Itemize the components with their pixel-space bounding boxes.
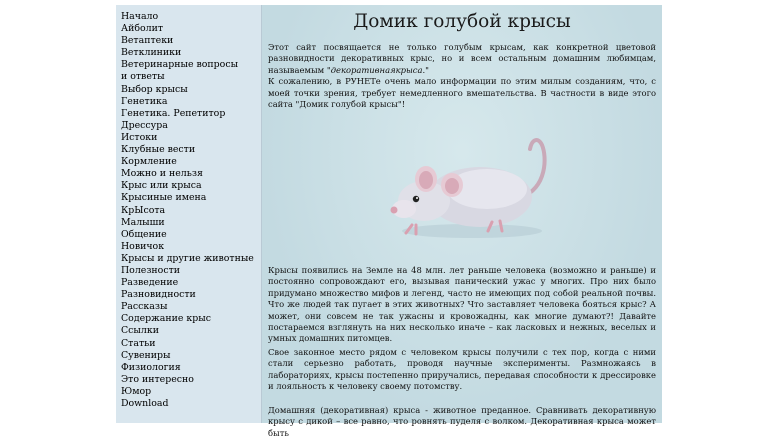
sidebar-item[interactable]: Ветеринарные вопросы [121, 59, 239, 71]
sidebar-item[interactable]: Кормление [121, 156, 177, 168]
intro-paragraph [268, 42, 656, 110]
sidebar-item[interactable]: Новичок [121, 240, 165, 252]
sidebar-item[interactable]: Общение [121, 228, 167, 240]
sidebar-item[interactable]: Физиология [121, 361, 181, 373]
sidebar-item[interactable]: Ветклиники [121, 47, 182, 59]
sidebar [116, 5, 262, 423]
paragraph-domestication: Свое законное место рядом с человеком крысы получили с тех пор, когда с ними стали серьезно работать, проводя научные эксперименты. Размножаясь в лабораториях, крысы постепенно приручались, передавая способности к дрессировке и лояльность к человеку своему потомству. [268, 347, 656, 392]
sidebar-item[interactable]: Разведение [121, 277, 179, 289]
rat-illustration [372, 127, 572, 242]
sidebar-item[interactable]: Разновидности [121, 289, 196, 301]
sidebar-item[interactable]: Юмор [121, 385, 152, 397]
sidebar-nav [116, 5, 261, 410]
sidebar-item[interactable]: Крысы и другие животные [121, 252, 254, 264]
sidebar-item[interactable]: и ответы [121, 71, 165, 83]
sidebar-item[interactable]: Содержание крыс [121, 313, 211, 325]
intro-text-2: К сожалению, в РУНЕТе очень мало информации по этим милым созданиям, что, с моей точки зрения, требует немедленного вмешательства. В частности в виде этого сайта "Домик голубой крысы"! [268, 76, 656, 110]
main-content [262, 5, 662, 438]
sidebar-item[interactable]: Айболит [121, 23, 164, 35]
sidebar-item[interactable]: Ветаптеки [121, 35, 174, 47]
page-layout [116, 5, 662, 438]
sidebar-item[interactable]: Крысиные имена [121, 192, 207, 204]
sidebar-item[interactable]: Крыс или крыса [121, 180, 202, 192]
page-title: Домик голубой крысы [353, 11, 571, 32]
sidebar-item[interactable]: Дрессура [121, 119, 168, 131]
sidebar-item[interactable]: Малыши [121, 216, 165, 228]
sidebar-item[interactable]: Выбор крысы [121, 83, 188, 95]
sidebar-item[interactable]: Сувениры [121, 349, 171, 361]
sidebar-item[interactable]: Рассказы [121, 301, 168, 313]
sidebar-item[interactable]: Клубные вести [121, 144, 196, 156]
intro-italic: декоративнаякрыса [330, 64, 423, 75]
sidebar-item[interactable]: Полезности [121, 264, 181, 276]
sidebar-item[interactable]: Статьи [121, 337, 156, 349]
sidebar-item[interactable]: Истоки [121, 131, 158, 143]
sidebar-item[interactable]: Генетика. Репетитор [121, 107, 226, 119]
sidebar-item[interactable]: Download [121, 398, 169, 409]
paragraph-history: Крысы появились на Земле на 48 млн. лет раньше человека (возможно и раньше) и постоянно сопровождают его, вызывая панический ужас у многих. Про них было придумано множество мифов и легенд, часто не имеющих под собой реальной почвы. Что же людей так пугает в этих животных? Что заставляет человека бояться крыс? А может, они совсем не так ужасны и кровожадны, как многие думают?! Давайте постараемся взглянуть на них несколько иначе – как ласковых и нежных, веселых и умных домашних питомцев. [268, 265, 656, 344]
intro-text: Этот сайт посвящается не только голубым крысам, как конкретной цветовой разновидности декоративных крыс, но и всем остальным домашним любимцам, называемым " [268, 42, 656, 75]
paragraph-pet: Домашняя (декоративная) крыса - животное преданное. Сравнивать декоративную крысу с дикой – все равно, что ровнять пуделя с волком. Декоративная крыса может быть [268, 405, 656, 438]
sidebar-item[interactable]: Ссылки [121, 325, 159, 337]
intro-text-end: ." [422, 64, 429, 75]
sidebar-item[interactable]: КрЫсота [121, 204, 166, 216]
sidebar-item[interactable]: Можно и нельзя [121, 168, 203, 180]
sidebar-item[interactable]: Начало [121, 11, 159, 22]
sidebar-item[interactable]: Это интересно [121, 373, 194, 385]
sidebar-item[interactable]: Генетика [121, 95, 168, 107]
